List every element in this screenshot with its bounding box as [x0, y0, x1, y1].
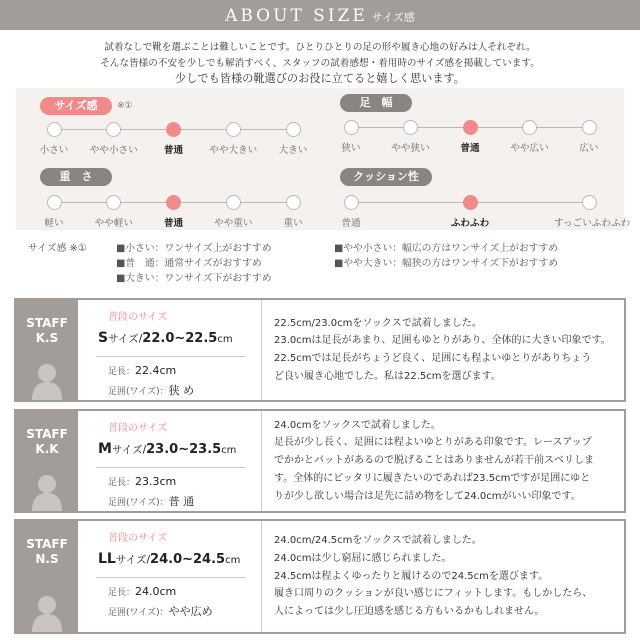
- foot-width-label: 足囲(ワイズ)：: [108, 387, 169, 397]
- staff-comment: [274, 315, 622, 386]
- size_feel-option-label-4: やや大きい: [209, 145, 258, 156]
- size-feel-note: ※①: [117, 101, 133, 111]
- size_feel-option-dot-1[interactable]: [47, 122, 62, 137]
- foot-length-value: 24.0cm: [135, 585, 177, 598]
- usual-size-value: [98, 441, 236, 457]
- size_feel-option-dot-2[interactable]: [106, 122, 121, 137]
- usual-size-value: [98, 330, 233, 346]
- legend-right-1: ■やや小さい：幅広の方はワンサイズ上がおすすめ: [334, 243, 559, 254]
- usual-size-size-range: 24.0∼24.5: [150, 552, 226, 567]
- staff-tag-top: STAFF: [26, 427, 68, 441]
- usual-size-size-unit: cm: [225, 555, 241, 566]
- staff-side-panel: [16, 521, 78, 632]
- width-option-dot-1[interactable]: [344, 120, 359, 135]
- staff-silhouette-icon: [30, 471, 64, 511]
- legend-left-1: ■小さい：ワンサイズ上がおすすめ: [116, 243, 272, 254]
- comment-line: 履き口周りのクッションが良い感じにフィットします。もしかしたら、: [274, 588, 593, 600]
- size-divider: [96, 467, 246, 468]
- staff-card-kk: [14, 409, 626, 513]
- usual-size-size-word: サイズ/: [111, 444, 147, 456]
- foot-length: [108, 475, 176, 488]
- header-title-text: ABOUT SIZE: [225, 6, 368, 26]
- intro-line-1: 試着なしで靴を選ぶことは難しいことです。ひとりひとりの足の形や履き心地の好みは人それぞれ。: [104, 42, 536, 53]
- width-option-label-4: やや広い: [510, 143, 549, 154]
- legend-heading: サイズ感 ※①: [28, 243, 87, 254]
- width-option-dot-3[interactable]: [463, 120, 478, 135]
- foot-length: [108, 364, 176, 377]
- foot-width: [108, 603, 213, 619]
- width-option-dot-5[interactable]: [582, 120, 597, 135]
- staff-initials: N.S: [35, 552, 59, 566]
- foot-width-value: 狭 め: [168, 384, 195, 397]
- foot-width-value: やや広め: [168, 605, 213, 618]
- comment-line: 24.5cmは程よくゆったりと履けるので24.5cmを選びます。: [274, 570, 549, 582]
- foot-length-value: 22.4cm: [135, 364, 177, 377]
- staff-card-ns: [14, 519, 626, 634]
- usual-size-label: 普段のサイズ: [108, 423, 168, 434]
- comment-line: ど良い履き心地でした。私は22.5cmを選びます。: [274, 370, 501, 382]
- foot-length: [108, 585, 176, 598]
- foot-length-label: 足長：: [108, 588, 136, 598]
- comment-line: りが少し欲しい場合は足先に詰め物をして24.0cmがいい印象です。: [274, 490, 581, 502]
- width-option-label-2: やや狭い: [391, 143, 430, 154]
- usual-size-size-unit: cm: [221, 445, 237, 456]
- usual-size-column: [78, 521, 262, 632]
- cushion-option-dot-3[interactable]: [582, 195, 597, 210]
- header-title: [0, 6, 640, 26]
- foot-width-value: 普 通: [168, 495, 195, 508]
- foot-width: [108, 493, 194, 509]
- cushion-option-dot-2[interactable]: [463, 195, 478, 210]
- comment-line: でかかとパットがあるので脱げることはありませんが若干前スベリしま: [274, 455, 594, 467]
- weight-option-dot-3[interactable]: [166, 195, 181, 210]
- cushion-option-label-2: ふわふわ: [450, 218, 490, 229]
- about-size-header: [0, 0, 640, 30]
- width-label: 足 幅: [340, 94, 412, 112]
- weight-option-dot-1[interactable]: [47, 195, 62, 210]
- usual-size-size-letter: LL: [98, 551, 116, 567]
- staff-card-ks: [14, 298, 626, 402]
- staff-silhouette-icon: [30, 592, 64, 632]
- size-feel-label: サイズ感: [40, 97, 112, 115]
- size_feel-option-label-2: やや小さい: [89, 145, 138, 156]
- cushion-label: クッション性: [340, 168, 432, 186]
- weight-option-dot-4[interactable]: [226, 195, 241, 210]
- legend-left-3: ■大きい：ワンサイズ下がおすすめ: [116, 273, 272, 284]
- comment-line: 24.0cmをソックスで試着しました。: [274, 419, 441, 431]
- size-divider: [96, 356, 246, 357]
- width-option-label-3: 普通: [460, 143, 480, 154]
- width-option-label-1: 狭い: [341, 143, 361, 154]
- width-option-dot-2[interactable]: [403, 120, 418, 135]
- weight-label: 重 さ: [40, 168, 112, 186]
- comment-line: 足長が少し長く、足囲には程よいゆとりがある印象です。レースアップ: [274, 437, 592, 449]
- weight-option-dot-5[interactable]: [286, 195, 301, 210]
- staff-side-panel: [16, 300, 78, 400]
- weight-option-label-3: 普通: [163, 218, 184, 229]
- usual-size-column: [78, 300, 262, 400]
- size-scales-panel: [16, 88, 631, 230]
- foot-length-value: 23.3cm: [135, 475, 177, 488]
- usual-size-label: 普段のサイズ: [108, 312, 168, 323]
- usual-size-size-range: 23.0∼23.5: [146, 442, 222, 457]
- foot-width-label: 足囲(ワイズ)：: [108, 608, 169, 618]
- weight-option-label-5: 重い: [283, 218, 303, 229]
- staff-tag-top: STAFF: [26, 316, 68, 330]
- staff-initials: K.S: [35, 331, 59, 345]
- comment-line: 人によっては少し圧迫感を感じる方もいるかもしれません。: [274, 606, 545, 618]
- weight-option-label-4: やや重い: [214, 218, 253, 229]
- foot-width-label: 足囲(ワイズ)：: [108, 498, 169, 508]
- size_feel-option-label-3: 普通: [163, 145, 184, 156]
- comment-line: 24.0cmは少し窮屈に感じられました。: [274, 552, 452, 564]
- foot-length-label: 足長：: [108, 478, 136, 488]
- usual-size-size-range: 22.0∼22.5: [142, 331, 218, 346]
- usual-size-label: 普段のサイズ: [108, 533, 168, 544]
- size_feel-option-dot-5[interactable]: [286, 122, 301, 137]
- weight-option-label-1: 軽い: [44, 218, 64, 229]
- staff-side-panel: [16, 411, 78, 511]
- usual-size-size-letter: M: [98, 441, 112, 457]
- size_feel-option-dot-3[interactable]: [166, 122, 181, 137]
- usual-size-size-word: サイズ/: [115, 554, 151, 566]
- size-divider: [96, 577, 246, 578]
- usual-size-size-word: サイズ/: [108, 333, 143, 345]
- comment-line: す。全体的にピッタリに履きたいのであれば23.5cmですが足囲にゆと: [274, 472, 591, 484]
- usual-size-size-letter: S: [98, 330, 109, 346]
- weight-option-label-2: やや軽い: [94, 218, 133, 229]
- staff-initials: K.K: [35, 442, 59, 456]
- size_feel-option-dot-4[interactable]: [226, 122, 241, 137]
- header-subtitle: サイズ感: [371, 11, 415, 24]
- usual-size-size-unit: cm: [217, 334, 233, 345]
- intro-line-2: そんな皆様の不安を少しでも解消すべく、スタッフの試着感想・着用時のサイズ感を掲載しています。: [100, 58, 540, 69]
- staff-tag-top: STAFF: [26, 537, 68, 551]
- legend-right-2: ■やや大きい：幅狭の方はワンサイズ下がおすすめ: [334, 258, 559, 269]
- cushion-option-label-1: 普通: [341, 218, 361, 229]
- staff-silhouette-icon: [30, 360, 64, 400]
- weight-option-dot-2[interactable]: [106, 195, 121, 210]
- staff-comment: [274, 417, 622, 506]
- comment-line: 24.0cm/24.5cmをソックスで試着しました。: [274, 535, 482, 547]
- comment-line: 22.5cm/23.0cmをソックスで試着しました。: [274, 317, 482, 329]
- size_feel-option-label-1: 小さい: [39, 145, 69, 156]
- comment-line: 23.0cmは足長があまり、足囲もゆとりがあり、全体的に大きい印象です。: [274, 335, 611, 347]
- width-option-dot-4[interactable]: [522, 120, 537, 135]
- cushion-option-label-3: すっごいふわふわ: [554, 218, 631, 229]
- usual-size-column: [78, 411, 262, 511]
- staff-comment: [274, 532, 622, 621]
- legend-left-2: ■普 通：通常サイズがおすすめ: [116, 258, 262, 269]
- intro-line-3: 少しでも皆様の靴選びのお役に立てると嬉しく思います。: [175, 72, 465, 85]
- comment-line: 22.5cmでは足長がちょうど良く、足囲にも程よいゆとりがありちょう: [274, 353, 592, 364]
- cushion-option-dot-1[interactable]: [344, 195, 359, 210]
- size_feel-option-label-5: 大きい: [278, 145, 308, 156]
- foot-length-label: 足長：: [108, 367, 136, 377]
- usual-size-value: [98, 551, 240, 567]
- foot-width: [108, 382, 194, 398]
- width-option-label-5: 広い: [579, 143, 599, 154]
